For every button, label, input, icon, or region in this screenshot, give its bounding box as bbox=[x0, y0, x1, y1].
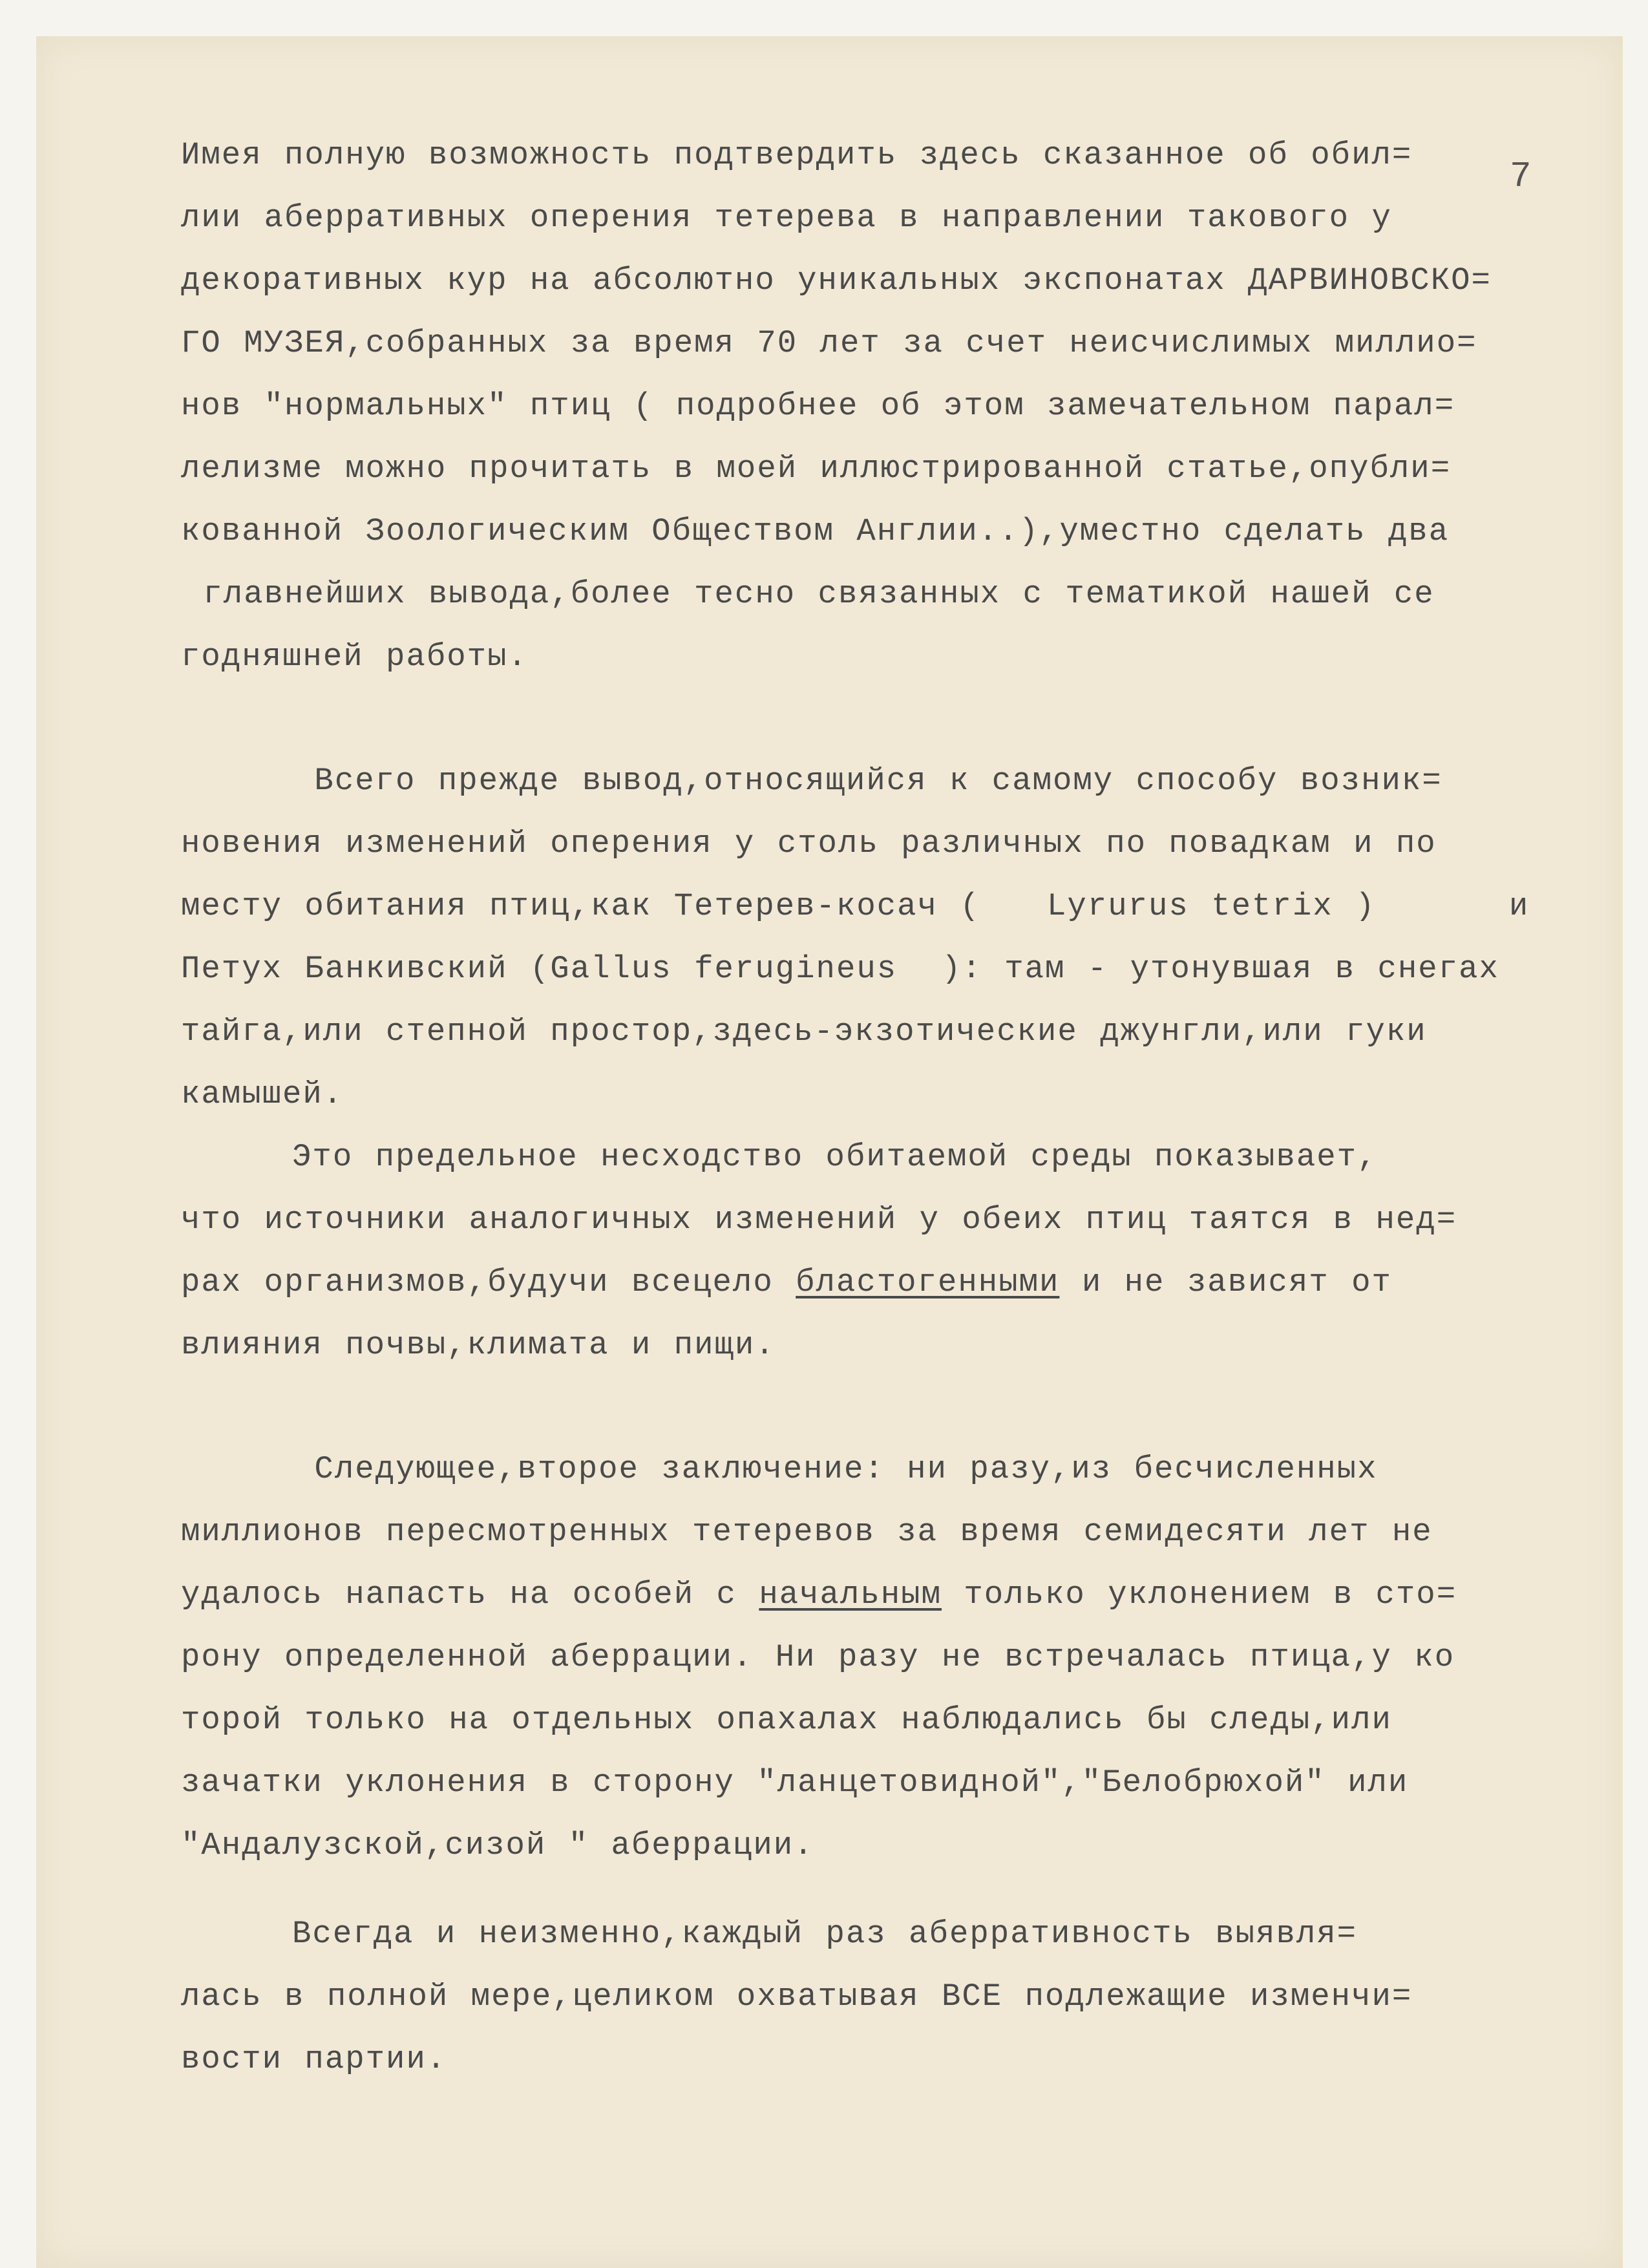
text-line: ГО МУЗЕЯ,собранных за время 70 лет за счет неисчислимых миллио= bbox=[181, 325, 1477, 361]
text-line: влияния почвы,климата и пищи. bbox=[181, 1327, 776, 1363]
text-line: лелизме можно прочитать в моей иллюстрированной статье,опубли= bbox=[181, 450, 1452, 487]
text-line: камышей. bbox=[181, 1076, 344, 1112]
text-line: Имея полную возможность подтвердить здесь сказанное об обил= bbox=[181, 137, 1413, 173]
text-line: тайга,или степной простор,здесь-экзотические джунгли,или гуки bbox=[181, 1013, 1427, 1050]
text-line: декоративных кур на абсолютно уникальных экспонатах ДАРВИНОВСКО= bbox=[181, 262, 1492, 299]
text-line: Петух Банкивский (Gallus ferugineus ): там - утонувшая в снегах bbox=[181, 951, 1499, 987]
text-line: что источники аналогичных изменений у обеих птиц таятся в нед= bbox=[181, 1202, 1457, 1238]
text-line: нов "нормальных" птиц ( подробнее об этом замечательном парал= bbox=[181, 388, 1455, 424]
underlined-term: бластогенными bbox=[796, 1264, 1060, 1300]
text-line: миллионов пересмотренных тетеревов за время семидесяти лет не bbox=[181, 1514, 1433, 1550]
page-number: 7 bbox=[1510, 156, 1532, 197]
text-line: лась в полной мере,целиком охватывая ВСЕ подлежащие изменчи= bbox=[181, 1978, 1413, 2015]
text-line: торой только на отдельных опахалах наблюдались бы следы,или bbox=[181, 1702, 1392, 1738]
text-line: Всегда и неизменно,каждый раз аберративность выявля= bbox=[181, 1916, 1358, 1952]
text-line: удалось напасть на особей с начальным только уклонением в сто= bbox=[181, 1576, 1457, 1613]
text-line: Следующее,второе заключение: ни разу,из бесчисленных bbox=[181, 1451, 1378, 1487]
text-line: кованной Зоологическим Обществом Англии..),уместно сделать два bbox=[181, 513, 1450, 549]
text-line: рону определенной аберрации. Ни разу не встречалась птица,у ко bbox=[181, 1639, 1455, 1675]
text-line: вости партии. bbox=[181, 2041, 447, 2077]
text-line: Всего прежде вывод,относящийся к самому способу возник= bbox=[181, 763, 1442, 799]
text-line: годняшней работы. bbox=[181, 639, 528, 675]
text-line: лии аберративных оперения тетерева в направлении такового у bbox=[181, 200, 1392, 236]
text-line: "Андалузской,сизой " аберрации. bbox=[181, 1827, 814, 1863]
text-line: зачатки уклонения в сторону "ланцетовидной","Белобрюхой" или bbox=[181, 1765, 1409, 1801]
text-line: новения изменений оперения у столь различных по повадкам и по bbox=[181, 825, 1437, 862]
text-line: Это предельное несходство обитаемой среды показывает, bbox=[181, 1139, 1378, 1175]
text-line: главнейших вывода,более тесно связанных с тематикой нашей се bbox=[181, 576, 1435, 612]
text-line: месту обитания птиц,как Тетерев-косач ( Lyrurus tetrix ) и bbox=[181, 888, 1530, 924]
text-line: рах организмов,будучи всецело бластогенными и не зависят от bbox=[181, 1264, 1392, 1300]
underlined-term: начальным bbox=[759, 1576, 942, 1613]
